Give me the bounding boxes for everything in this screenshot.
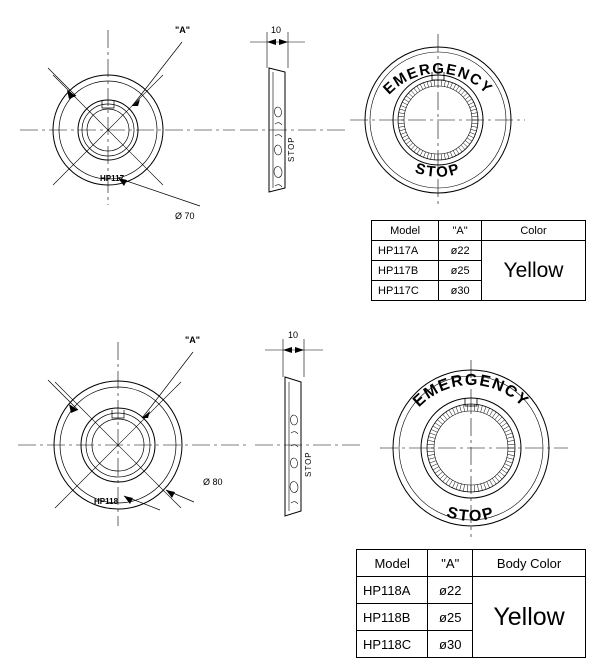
cell-model: HP117B xyxy=(372,261,439,281)
face-text-stop-top: STOP xyxy=(413,159,463,182)
thickness-dim-bottom: 10 xyxy=(288,330,299,340)
face-text-emergency-bottom: EMERGENCY xyxy=(410,371,532,411)
header-a: "A" xyxy=(439,221,482,241)
cell-a: ø30 xyxy=(428,631,473,658)
section-label-a-top: "A" xyxy=(175,25,191,35)
cell-a: ø25 xyxy=(428,604,473,631)
cell-color: Yellow xyxy=(473,577,586,658)
cell-model: HP118B xyxy=(357,604,428,631)
cell-model: HP118C xyxy=(357,631,428,658)
bottom-legend-face-view xyxy=(378,355,578,540)
table-header-row xyxy=(372,221,586,241)
part-label-hp117: HP117 xyxy=(100,174,125,183)
bottom-left-front-view xyxy=(18,330,258,530)
cell-color: Yellow xyxy=(482,241,586,301)
table-header-row xyxy=(357,550,586,577)
header-body-color: Body Color xyxy=(473,550,586,577)
top-left-front-view xyxy=(20,20,250,221)
cell-model: HP118A xyxy=(357,577,428,604)
side-text-stop-top: STOP xyxy=(287,136,296,162)
part-label-hp118: HP118 xyxy=(94,497,119,506)
outer-diameter-top: Ø 70 xyxy=(175,211,195,221)
header-a: "A" xyxy=(428,550,473,577)
header-model: Model xyxy=(357,550,428,577)
bottom-side-section-view xyxy=(255,325,365,535)
top-side-section-view xyxy=(240,20,350,210)
section-label-a-bottom: "A" xyxy=(185,335,201,345)
side-text-stop-bottom: STOP xyxy=(304,451,313,477)
header-model: Model xyxy=(372,221,439,241)
cell-model: HP117A xyxy=(372,241,439,261)
cell-a: ø22 xyxy=(428,577,473,604)
top-legend-face-view xyxy=(345,20,535,210)
cell-model: HP117C xyxy=(372,281,439,301)
face-text-emergency-top: EMERGENCY xyxy=(379,60,497,98)
cell-a: ø30 xyxy=(439,281,482,301)
face-text-stop-bottom: STOP xyxy=(444,504,498,526)
table-row xyxy=(372,241,586,261)
cell-a: ø25 xyxy=(439,261,482,281)
header-color: Color xyxy=(482,221,586,241)
cell-a: ø22 xyxy=(439,241,482,261)
outer-diameter-bottom: Ø 80 xyxy=(203,477,223,487)
table-row xyxy=(357,577,586,604)
thickness-dim-top: 10 xyxy=(271,25,282,35)
spec-table-hp118 xyxy=(356,549,586,658)
spec-table-hp117 xyxy=(371,220,586,301)
